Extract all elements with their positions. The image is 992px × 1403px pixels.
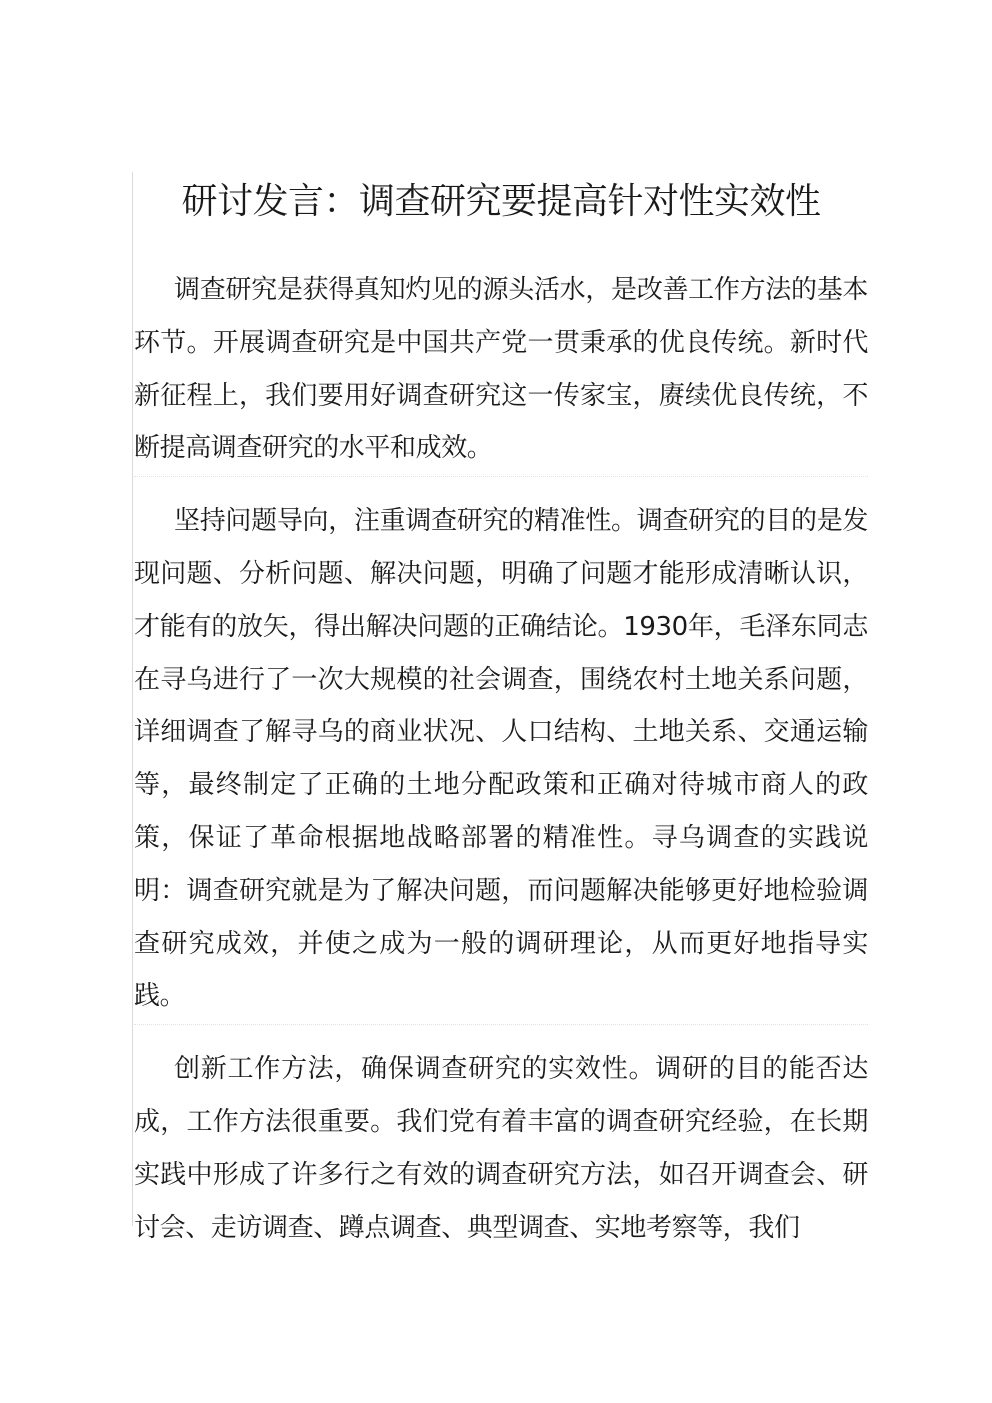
document-title: 研讨发言：调查研究要提高针对性实效性 [181,181,821,222]
document-body [134,264,868,1272]
paragraph-problem-orientation: 坚持问题导向，注重调查研究的精准性。调查研究的目的是发现问题、分析问题、解决问题，明确了问题才能形成清晰认识，才能有的放矢，得出解决问题的正确结论。1930年，毛泽东同志在寻乌进行了一次大规模的社会调查，围绕农村土地关系问题，详细调查了解寻乌的商业状况、人口结构、土地关系、交通运输等，最终制定了正确的土地分配政策和正确对待城市商人的政策，保证了革命根据地战略部署的精准性。寻乌调查的实践说明：调查研究就是为了解决问题，而问题解决能够更好地检验调查研究成效，并使之成为一般的调研理论，从而更好地指导实践。 [134,495,868,1025]
paragraph-intro: 调查研究是获得真知灼见的源头活水，是改善工作方法的基本环节。开展调查研究是中国共产党一贯秉承的优良传统。新时代新征程上，我们要用好调查研究这一传家宝，赓续优良传统，不断提高调查研究的水平和成效。 [134,264,868,477]
paragraph-work-methods: 创新工作方法，确保调查研究的实效性。调研的目的能否达成，工作方法很重要。我们党有着丰富的调查研究经验，在长期实践中形成了许多行之有效的调查研究方法，如召开调查会、研讨会、走访调查、蹲点调查、典型调查、实地考察等，我们 [134,1054,868,1243]
left-margin-rule [132,172,133,1226]
